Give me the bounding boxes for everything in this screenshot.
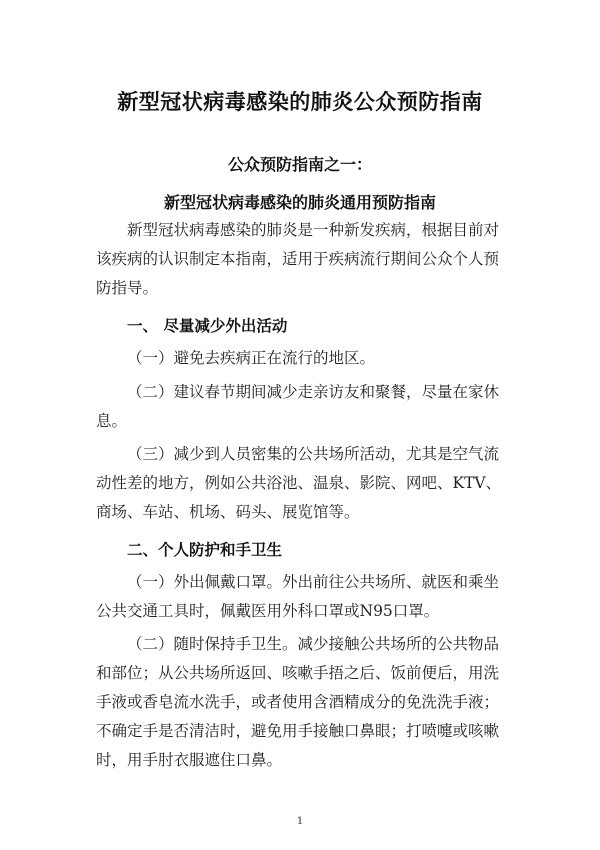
section-1-item-3: [96, 440, 516, 527]
item-line: 息。: [96, 412, 128, 430]
item-line: （二）建议春节期间减少走亲访友和聚餐，尽量在家休: [127, 383, 500, 401]
document-title: 新型冠状病毒感染的肺炎公众预防指南: [117, 90, 483, 114]
section-1-item-1: [96, 344, 516, 373]
item-line: （三）减少到人员密集的公共场所活动，尤其是空气流: [127, 445, 500, 463]
guide-subtitle-series: 公众预防指南之一：: [227, 155, 372, 174]
section-1-item-2: [96, 378, 516, 436]
item-line: （一）避免去疾病正在流行的地区。: [127, 349, 376, 367]
intro-line: 新型冠状病毒感染的肺炎是一种新发疾病，根据目前对: [127, 221, 500, 239]
section-1-heading: [96, 311, 516, 340]
item-line: 手液或香皂流水洗手，或者使用含酒精成分的免洗洗手液；: [96, 693, 500, 711]
item-line: 公共交通工具时，佩戴医用外科口罩或N95口罩。: [96, 602, 440, 620]
item-line: 动性差的地方，例如公共浴池、温泉、影院、网吧、KTV、: [96, 474, 502, 492]
section-2-heading: [96, 535, 516, 564]
item-line: （二）随时保持手卫生。减少接触公共场所的公共物品: [127, 635, 500, 653]
intro-paragraph: [96, 216, 516, 303]
item-line: 和部位；从公共场所返回、咳嗽手捂之后、饭前便后，用洗: [96, 664, 500, 682]
section-2-item-2: [96, 630, 516, 775]
section-2-item-1: [96, 568, 516, 626]
section-heading-text: 一、 尽量减少外出活动: [127, 316, 288, 335]
section-heading-text: 二、个人防护和手卫生: [127, 540, 283, 559]
item-line: 不确定手是否清洁时，避免用手接触口鼻眼；打喷嚏或咳嗽: [96, 722, 500, 740]
intro-line: 防指导。: [96, 279, 159, 297]
item-line: （一）外出佩戴口罩。外出前往公共场所、就医和乘坐: [127, 573, 500, 591]
item-line: 商场、车站、机场、码头、展览馆等。: [96, 503, 360, 521]
guide-subtitle-name: 新型冠状病毒感染的肺炎通用预防指南: [163, 193, 436, 212]
item-line: 时，用手肘衣服遮住口鼻。: [96, 751, 283, 769]
intro-line: 该疾病的认识制定本指南，适用于疾病流行期间公众个人预: [96, 250, 500, 268]
page-number: 1: [296, 816, 304, 827]
